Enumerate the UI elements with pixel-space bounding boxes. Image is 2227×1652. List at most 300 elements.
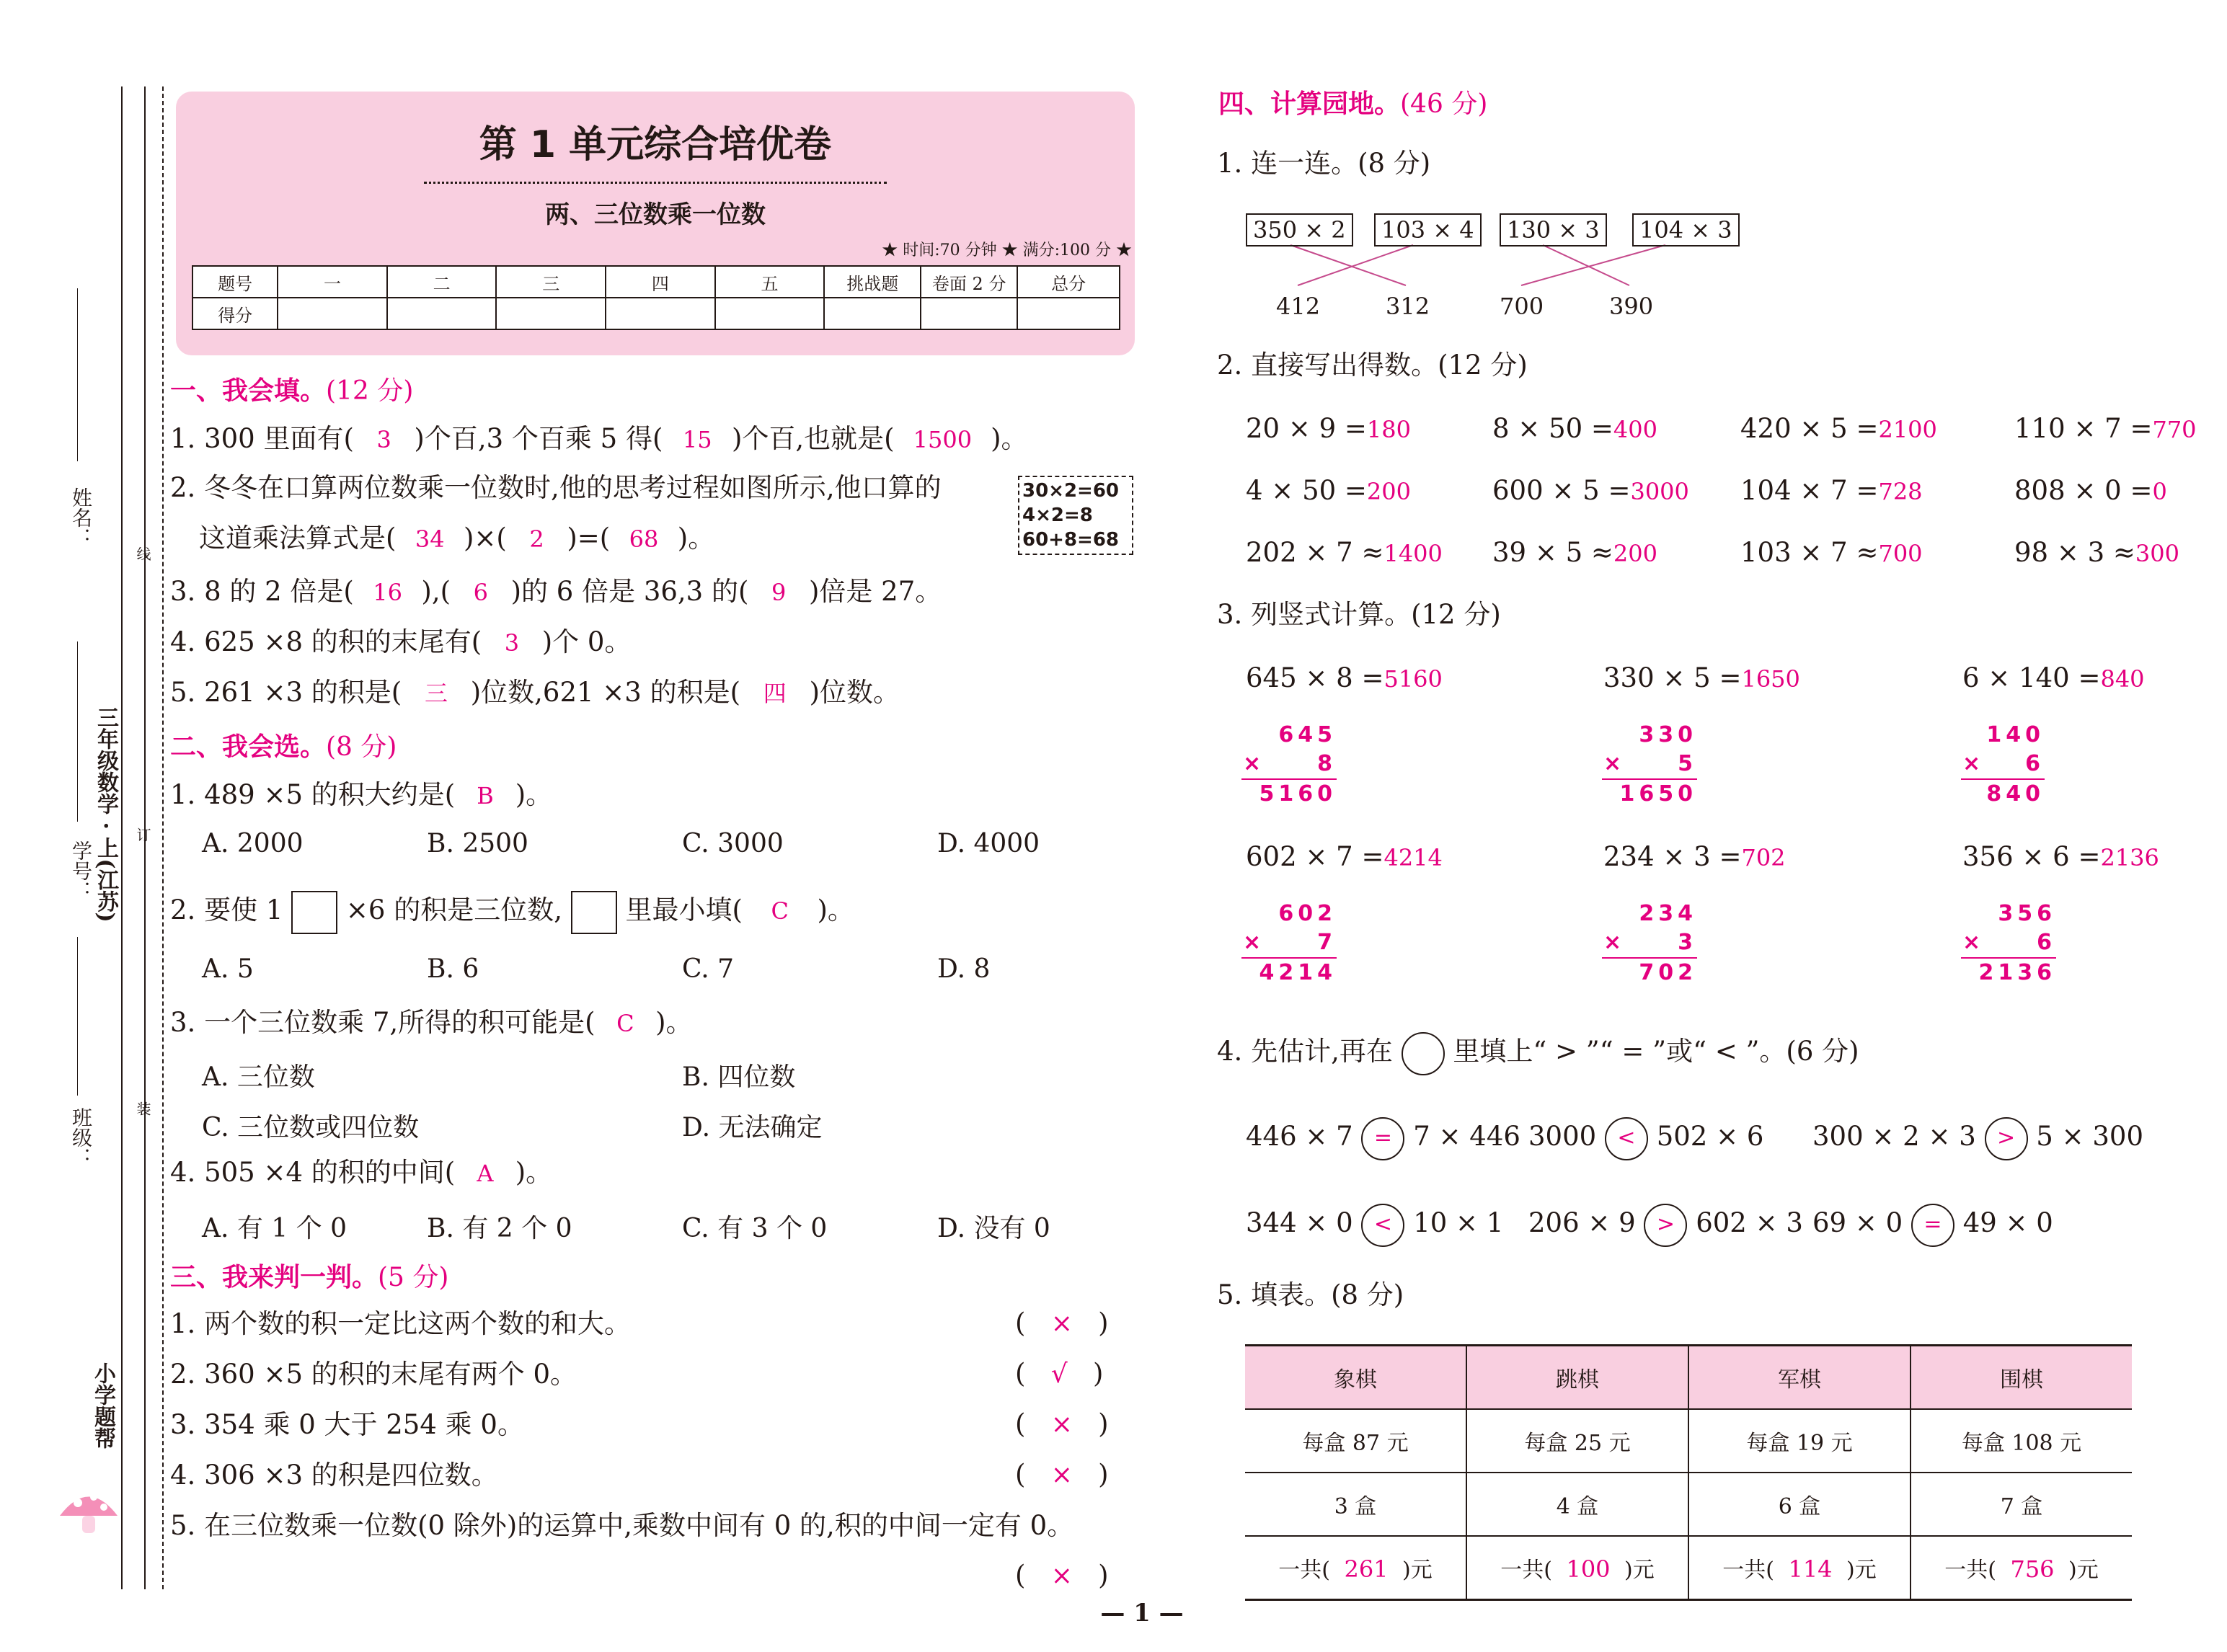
option[interactable]: B. 6	[427, 954, 479, 984]
judge-item: 2. 360 ×5 的积的末尾有两个 0。	[170, 1359, 577, 1390]
score-head: 卷面 2 分	[921, 266, 1017, 298]
section-title-text: 一、我会填。	[170, 376, 327, 406]
q-text: )=(	[567, 523, 611, 554]
section-title-text: 三、我来判一判。	[170, 1263, 378, 1292]
option[interactable]: C. 7	[682, 954, 735, 984]
book-label: 三年级数学 · 上(江苏)	[93, 706, 118, 923]
calc-answer[interactable]: 1400	[1383, 540, 1443, 567]
s2-q2	[170, 888, 854, 934]
q-text: )。	[515, 779, 553, 810]
price-table	[1245, 1344, 2132, 1601]
vc-top: 330	[1639, 722, 1697, 747]
q-text: 这道乘法算式是(	[199, 523, 397, 554]
q-text: 5. 261 ×3 的积是(	[170, 677, 402, 708]
class-blank	[77, 937, 78, 1096]
judge-mark: √	[1050, 1359, 1068, 1389]
judge-mark: ×	[1050, 1410, 1073, 1439]
total-answer[interactable]: 114	[1788, 1555, 1833, 1583]
vc-mul: 6	[2037, 930, 2056, 955]
option[interactable]: A. 2000	[202, 829, 304, 858]
calc-item	[1246, 412, 1411, 446]
total-answer[interactable]: 261	[1344, 1555, 1389, 1583]
compare-item	[1528, 1114, 1763, 1160]
calc-item	[2014, 536, 2179, 570]
total-suffix: )元	[1624, 1558, 1655, 1583]
s1-q2-line1: 2. 冬冬在口算两位数乘一位数时,他的思考过程如图所示,他口算的	[170, 472, 942, 503]
option[interactable]: D. 无法确定	[682, 1113, 823, 1142]
score-cell[interactable]	[1017, 298, 1120, 329]
score-head: 五	[715, 266, 825, 298]
exam-meta: ★ 时间:70 分钟 ★ 满分:100 分 ★	[882, 241, 1132, 259]
table-cell	[1688, 1536, 1911, 1600]
calc-answer[interactable]: 840	[2100, 665, 2145, 693]
compare-left: 300 × 2 × 3	[1812, 1121, 1976, 1152]
compare-right: 502 × 6	[1656, 1121, 1764, 1152]
table-row	[1245, 1346, 2132, 1410]
vc-mul: 8	[1317, 751, 1337, 776]
calc-answer[interactable]: 1650	[1741, 665, 1800, 693]
score-table	[192, 265, 1120, 330]
table-cell	[1466, 1536, 1688, 1600]
vc-mul: 5	[1678, 751, 1697, 776]
q-text: 里填上“ > ”“ = ”或“ < ”。(6 分)	[1453, 1036, 1859, 1067]
table-cell: 4 盒	[1466, 1473, 1688, 1536]
vertical-calc	[1961, 900, 2056, 987]
compare-right: 10 × 1	[1413, 1207, 1504, 1238]
q-text: 4. 505 ×4 的积的中间(	[170, 1157, 456, 1188]
compare-item	[1246, 1201, 1503, 1247]
thinking-line: 30×2=60	[1022, 480, 1120, 502]
compare-item	[1812, 1201, 2053, 1247]
table-cell: 7 盒	[1911, 1473, 2132, 1536]
thinking-line: 60+8=68	[1022, 529, 1120, 551]
vertical-calc	[1241, 721, 1337, 809]
title-divider	[424, 182, 887, 184]
calc-expr: 645 × 8 =	[1246, 662, 1384, 693]
answer-blank[interactable]: 6	[473, 579, 488, 606]
score-head: 三	[496, 266, 606, 298]
q-text: 4. 625 ×8 的积的末尾有(	[170, 626, 482, 657]
answer-blank[interactable]: 9	[771, 579, 787, 606]
cut-line	[162, 86, 164, 1589]
option[interactable]: B. 2500	[427, 829, 528, 858]
q-text: )。	[817, 894, 854, 925]
compare-item	[1246, 1114, 1520, 1160]
q-text: )。	[655, 1007, 693, 1038]
judge-answer[interactable]: ( × )	[1015, 1408, 1109, 1439]
vcalc-expr	[1962, 662, 2145, 696]
calc-item	[1492, 536, 1657, 570]
total-prefix: 一共(	[1500, 1558, 1552, 1583]
table-header: 军棋	[1688, 1346, 1911, 1410]
calc-expr: 602 × 7 =	[1246, 841, 1384, 872]
match-bottom[interactable]: 390	[1609, 293, 1654, 320]
score-cell[interactable]	[715, 298, 825, 329]
vc-mul: 3	[1678, 930, 1697, 955]
s4-q5-title: 5. 填表。(8 分)	[1217, 1279, 1404, 1310]
calc-expr: 808 × 0 =	[2014, 475, 2153, 506]
compare-sign[interactable]: >	[1644, 1204, 1687, 1247]
q-text: 3. 一个三位数乘 7,所得的积可能是(	[170, 1007, 596, 1038]
name-blank	[77, 288, 78, 461]
judge-answer[interactable]: ( × )	[1015, 1459, 1109, 1490]
section-points: (46 分)	[1400, 89, 1488, 119]
table-header: 象棋	[1245, 1346, 1466, 1410]
section-points: (5 分)	[378, 1263, 449, 1292]
line-char-2: 订	[134, 827, 151, 842]
q-text: )位数。	[809, 677, 900, 708]
answer-blank[interactable]: 3	[504, 629, 520, 657]
times-sign: ×	[1243, 930, 1266, 955]
vc-result[interactable]: 2136	[1961, 957, 2056, 987]
section-3-title	[170, 1257, 448, 1294]
calc-item	[2014, 474, 2167, 508]
match-top[interactable]: 350 × 2	[1246, 213, 1353, 247]
q-text: ×6 的积是三位数,	[345, 894, 562, 925]
q-text: )的 6 倍是 36,3 的(	[510, 576, 749, 607]
answer-blank[interactable]: 1500	[913, 426, 973, 453]
total-prefix: 一共(	[1722, 1558, 1774, 1583]
table-cell	[1911, 1536, 2132, 1600]
vcalc-expr	[1246, 840, 1443, 874]
number-label: 学号：	[69, 840, 93, 901]
table-row	[1245, 1473, 2132, 1536]
answer-blank[interactable]: 68	[629, 525, 659, 553]
calc-item	[2014, 412, 2197, 446]
compare-item	[1812, 1114, 2143, 1160]
calc-expr: 8 × 50 =	[1492, 413, 1613, 444]
compare-left: 344 × 0	[1246, 1207, 1353, 1238]
calc-answer[interactable]: 2136	[2100, 844, 2159, 871]
calc-expr: 110 × 7 =	[2014, 413, 2153, 444]
option[interactable]: D. 8	[937, 954, 991, 984]
vertical-calc	[1602, 900, 1697, 987]
calc-item	[1740, 412, 1937, 446]
total-suffix: )元	[1846, 1558, 1877, 1583]
vc-mul-row	[1961, 750, 2045, 778]
calc-item	[1740, 536, 1923, 570]
vc-result[interactable]: 702	[1602, 957, 1697, 987]
calc-item	[1246, 474, 1411, 508]
score-table-row	[192, 298, 1120, 329]
judge-item: 5. 在三位数乘一位数(0 除外)的运算中,乘数中间有 0 的,积的中间一定有 0。	[170, 1510, 1074, 1541]
table-header: 围棋	[1911, 1346, 2132, 1410]
option[interactable]: B. 四位数	[682, 1062, 796, 1092]
mushroom-logo-icon	[56, 1481, 121, 1539]
option[interactable]: C. 三位数或四位数	[202, 1113, 420, 1142]
vertical-calc	[1241, 900, 1337, 987]
times-sign: ×	[1962, 751, 1985, 776]
calc-expr: 234 × 3 =	[1603, 841, 1742, 872]
binding-line-outer	[121, 86, 123, 1589]
q-text: 2. 要使 1	[170, 894, 283, 925]
calc-answer[interactable]: 700	[1878, 540, 1923, 567]
calc-expr: 103 × 7 ≈	[1740, 537, 1879, 568]
name-label: 姓名：	[69, 487, 93, 548]
score-head: 挑战题	[824, 266, 921, 298]
section-4-title	[1218, 84, 1487, 120]
line-char-3: 装	[134, 1101, 151, 1116]
vc-mul-row	[1602, 928, 1697, 957]
section-2-title	[170, 727, 397, 763]
option[interactable]: D. 没有 0	[937, 1214, 1050, 1243]
q-text: )个 0。	[541, 626, 632, 657]
q-text: 1. 300 里面有(	[170, 423, 354, 454]
total-suffix: )元	[2068, 1558, 2099, 1583]
s4-q4-title	[1217, 1029, 1859, 1075]
q-text: ),(	[421, 576, 451, 607]
vc-mul-row	[1602, 750, 1697, 778]
vc-mul: 7	[1317, 930, 1337, 955]
section-title-text: 四、计算园地。	[1218, 89, 1401, 119]
calc-item	[1246, 536, 1443, 570]
compare-item	[1528, 1201, 1803, 1247]
q-text: )。	[677, 523, 715, 554]
calc-expr: 600 × 5 =	[1492, 475, 1631, 506]
calc-answer[interactable]: 300	[2135, 540, 2179, 567]
s4-q3-title: 3. 列竖式计算。(12 分)	[1217, 599, 1501, 630]
compare-left: 206 × 9	[1528, 1207, 1636, 1238]
compare-sign[interactable]: =	[1361, 1117, 1404, 1160]
judge-answer[interactable]: ( √ )	[1015, 1358, 1104, 1389]
vc-top: 645	[1278, 722, 1337, 747]
q-text: )个百,3 个百乘 5 得(	[414, 423, 663, 454]
thinking-line: 4×2=8	[1022, 505, 1093, 526]
calc-answer[interactable]: 2100	[1878, 416, 1937, 443]
option[interactable]: A. 三位数	[202, 1062, 315, 1092]
compare-right: 602 × 3	[1696, 1207, 1803, 1238]
vcalc-expr	[1962, 840, 2159, 874]
vc-top: 602	[1278, 901, 1337, 926]
thinking-box	[1018, 476, 1133, 555]
answer-blank[interactable]: 2	[529, 525, 544, 553]
calc-answer[interactable]: 702	[1741, 844, 1786, 871]
calc-answer[interactable]: 4214	[1383, 844, 1443, 871]
page-title: 第 1 单元综合培优卷	[479, 123, 832, 166]
s4-q1-title: 1. 连一连。(8 分)	[1217, 148, 1431, 179]
section-title-text: 二、我会选。	[170, 732, 327, 762]
compare-sign[interactable]: =	[1911, 1204, 1954, 1247]
vc-result[interactable]: 840	[1961, 778, 2045, 809]
total-prefix: 一共(	[1278, 1558, 1330, 1583]
vc-mul-row	[1961, 928, 2056, 957]
judge-answer[interactable]: ( × )	[1015, 1560, 1109, 1591]
calc-expr: 6 × 140 =	[1962, 662, 2101, 693]
score-cell[interactable]	[606, 298, 715, 329]
answer-blank[interactable]: A	[477, 1160, 494, 1187]
page-number: — 1 —	[1100, 1599, 1184, 1627]
calc-item	[1740, 474, 1923, 508]
table-cell: 每盒 108 元	[1911, 1409, 2132, 1473]
times-sign: ×	[1603, 751, 1626, 776]
table-cell: 3 盒	[1245, 1473, 1466, 1536]
answer-blank[interactable]: 3	[376, 426, 391, 453]
vcalc-expr	[1246, 662, 1443, 696]
judge-item: 4. 306 ×3 的积是四位数。	[170, 1460, 498, 1491]
s2-q4	[170, 1156, 552, 1190]
vc-mul: 6	[2025, 751, 2045, 776]
vcalc-expr	[1603, 662, 1800, 696]
q-text: 3. 8 的 2 倍是(	[170, 576, 354, 607]
judge-item: 1. 两个数的积一定比这两个数的和大。	[170, 1308, 632, 1339]
s1-q5	[170, 676, 900, 710]
total-prefix: 一共(	[1944, 1558, 1996, 1583]
compare-right: 5 × 300	[2036, 1121, 2143, 1152]
option[interactable]: C. 3000	[682, 829, 784, 858]
answer-blank[interactable]: 16	[373, 579, 402, 606]
vc-result[interactable]: 5160	[1241, 778, 1337, 809]
times-sign: ×	[1603, 930, 1626, 955]
table-cell: 6 盒	[1688, 1473, 1911, 1536]
compare-sign[interactable]: <	[1605, 1117, 1648, 1160]
table-header: 跳棋	[1466, 1346, 1688, 1410]
calc-expr: 20 × 9 =	[1246, 413, 1367, 444]
answer-blank[interactable]: 三	[424, 680, 448, 707]
vc-result[interactable]: 1650	[1602, 778, 1697, 809]
table-row	[1245, 1409, 2132, 1473]
blank-box[interactable]	[291, 891, 337, 934]
answer-blank[interactable]: C	[616, 1010, 634, 1037]
s1-q3	[170, 575, 942, 609]
calc-answer[interactable]: 180	[1366, 416, 1411, 443]
score-table-row	[192, 266, 1120, 298]
score-cell[interactable]	[496, 298, 606, 329]
option[interactable]: C. 有 3 个 0	[682, 1214, 828, 1243]
calc-expr: 330 × 5 =	[1603, 662, 1742, 693]
score-cell[interactable]	[387, 298, 497, 329]
answer-blank[interactable]: B	[477, 782, 494, 809]
q-text: )。	[991, 423, 1028, 454]
compare-sign[interactable]: >	[1985, 1117, 2028, 1160]
page-subtitle: 两、三位数乘一位数	[545, 200, 766, 229]
s4-q2-title: 2. 直接写出得数。(12 分)	[1217, 350, 1528, 381]
score-row-label: 得分	[192, 298, 278, 329]
calc-answer[interactable]: 0	[2152, 478, 2167, 505]
judge-item: 3. 354 乘 0 大于 254 乘 0。	[170, 1409, 524, 1440]
q-text: )。	[515, 1157, 553, 1188]
table-cell: 每盒 25 元	[1466, 1409, 1688, 1473]
q-text: 里最小填(	[625, 894, 743, 925]
match-bottom[interactable]: 700	[1500, 293, 1544, 320]
s2-q3	[170, 1006, 693, 1040]
total-answer[interactable]: 100	[1566, 1555, 1611, 1583]
answer-blank[interactable]: 15	[682, 426, 712, 453]
score-head: 二	[387, 266, 497, 298]
section-points: (8 分)	[326, 732, 397, 762]
q-text: 1. 489 ×5 的积大约是(	[170, 779, 456, 810]
match-top[interactable]: 103 × 4	[1374, 213, 1482, 247]
calc-expr: 202 × 7 ≈	[1246, 537, 1384, 568]
calc-expr: 98 × 3 ≈	[2014, 537, 2135, 568]
compare-left: 3000	[1528, 1121, 1597, 1152]
compare-sign[interactable]: <	[1361, 1204, 1404, 1247]
q-text: )位数,621 ×3 的积是(	[470, 677, 741, 708]
option[interactable]: A. 有 1 个 0	[202, 1214, 347, 1243]
table-row	[1245, 1536, 2132, 1600]
calc-answer[interactable]: 400	[1613, 416, 1657, 443]
class-label: 班级：	[69, 1107, 93, 1168]
s1-q2-line2	[199, 522, 714, 556]
judge-answer[interactable]: ( × )	[1015, 1307, 1109, 1338]
answer-blank[interactable]: 34	[415, 525, 445, 553]
calc-item	[1492, 412, 1657, 446]
vc-top: 356	[1998, 901, 2056, 926]
total-suffix: )元	[1402, 1558, 1433, 1583]
calc-answer[interactable]: 770	[2152, 416, 2197, 443]
compare-left: 69 × 0	[1812, 1207, 1903, 1238]
vertical-calc	[1961, 721, 2045, 809]
vc-mul-row	[1241, 750, 1337, 778]
table-cell	[1245, 1536, 1466, 1600]
compare-right: 49 × 0	[1962, 1207, 2053, 1238]
blank-box[interactable]	[571, 891, 617, 934]
score-head: 总分	[1017, 266, 1120, 298]
vc-result[interactable]: 4214	[1241, 957, 1337, 987]
match-top[interactable]: 130 × 3	[1500, 213, 1607, 247]
score-head: 一	[278, 266, 387, 298]
brand-label: 小学题帮	[90, 1362, 115, 1449]
total-answer[interactable]: 756	[2010, 1555, 2055, 1583]
compare-left: 446 × 7	[1246, 1121, 1353, 1152]
judge-mark: ×	[1050, 1309, 1073, 1338]
compare-right: 7 × 446	[1413, 1121, 1520, 1152]
times-sign: ×	[1243, 751, 1266, 776]
match-bottom[interactable]: 412	[1276, 293, 1321, 320]
line-char-1: 线	[134, 546, 151, 561]
calc-expr: 4 × 50 =	[1246, 475, 1367, 506]
calc-answer[interactable]: 3000	[1630, 478, 1689, 505]
answer-blank[interactable]: 四	[763, 680, 787, 707]
q-text: )×(	[463, 523, 507, 554]
calc-expr: 420 × 5 =	[1740, 413, 1879, 444]
score-cell[interactable]	[824, 298, 921, 329]
q-text: )倍是 27。	[808, 576, 942, 607]
calc-answer[interactable]: 200	[1366, 478, 1411, 505]
s1-q1	[170, 422, 1028, 456]
score-head: 题号	[192, 266, 278, 298]
s2-q1	[170, 778, 552, 812]
vc-top: 140	[1986, 722, 2045, 747]
score-cell[interactable]	[921, 298, 1017, 329]
option[interactable]: B. 有 2 个 0	[427, 1214, 572, 1243]
judge-mark: ×	[1050, 1561, 1073, 1591]
calc-expr: 356 × 6 =	[1962, 841, 2101, 872]
circle-icon	[1402, 1032, 1445, 1075]
answer-blank[interactable]: C	[771, 897, 789, 925]
calc-expr: 39 × 5 ≈	[1492, 537, 1613, 568]
vertical-calc	[1602, 721, 1697, 809]
calc-answer[interactable]: 5160	[1383, 665, 1443, 693]
vc-mul-row	[1241, 928, 1337, 957]
q-text: 4. 先估计,再在	[1217, 1036, 1393, 1067]
score-cell[interactable]	[278, 298, 387, 329]
vcalc-expr	[1603, 840, 1786, 874]
judge-mark: ×	[1050, 1460, 1073, 1490]
match-top[interactable]: 104 × 3	[1632, 213, 1740, 247]
option[interactable]: A. 5	[202, 954, 254, 984]
calc-answer[interactable]: 200	[1613, 540, 1657, 567]
match-bottom[interactable]: 312	[1386, 293, 1430, 320]
option[interactable]: D. 4000	[937, 829, 1040, 858]
s1-q4	[170, 626, 631, 660]
vc-top: 234	[1639, 901, 1697, 926]
table-cell: 每盒 87 元	[1245, 1409, 1466, 1473]
score-head: 四	[606, 266, 715, 298]
calc-answer[interactable]: 728	[1878, 478, 1923, 505]
calc-item	[1492, 474, 1689, 508]
section-points: (12 分)	[326, 376, 414, 406]
q-text: )个百,也就是(	[731, 423, 895, 454]
